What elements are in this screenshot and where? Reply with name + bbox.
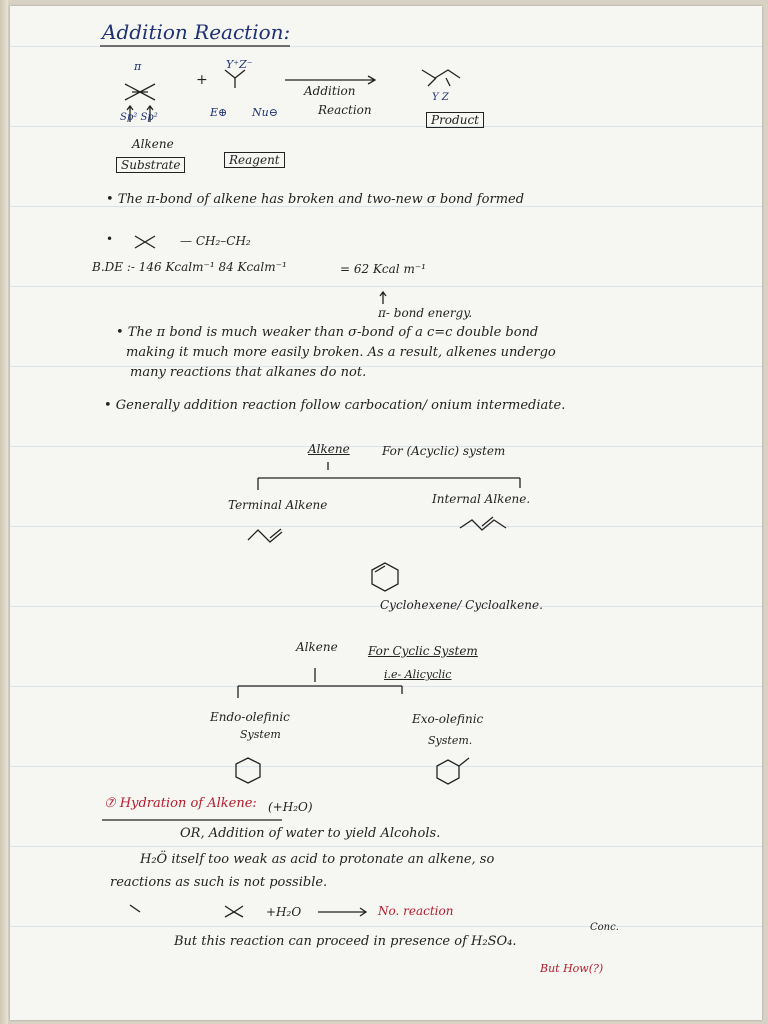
cyclohexene: [372, 563, 398, 591]
cyclic-system-label: For Cyclic System: [368, 644, 478, 658]
nucleophile-label: Nu⊖: [252, 106, 278, 119]
bde-line: B.DE :- 146 Kcalm⁻¹ 84 Kcalm⁻¹: [92, 260, 287, 274]
pi-energy-value: = 62 Kcal m⁻¹: [340, 262, 426, 276]
acyclic-alkene-label: Alkene: [308, 442, 350, 456]
product-structure: [422, 70, 460, 86]
cyclohexene-label: Cyclohexene/ Cycloalkene.: [380, 598, 543, 612]
alicyclic-label: i.e- Alicyclic: [384, 668, 452, 681]
reagent-box: Reagent: [224, 152, 285, 168]
endo-olefinic-label: Endo-olefinic: [210, 710, 290, 724]
addition-reaction-label: Addition: [304, 84, 356, 98]
reagent-structure: [225, 70, 245, 88]
page-title: Addition Reaction:: [102, 20, 291, 44]
product-yz: Y Z: [432, 92, 449, 103]
reaction-label: Reaction: [318, 103, 372, 117]
alkene-label: Alkene: [132, 137, 174, 151]
exo-system-label: System.: [428, 734, 473, 747]
hydration-line-3: reactions as such is not possible.: [110, 875, 328, 890]
hydration-heading: ⑦ Hydration of Alkene:: [104, 796, 257, 811]
note-line-3: many reactions that alkanes do not.: [130, 365, 367, 380]
reaction-arrow: [285, 76, 375, 84]
reagent-yz: Y⁺Z⁻: [226, 58, 253, 71]
pi-bond-energy-label: π- bond energy.: [378, 306, 473, 320]
but-how-note: But How(?): [540, 962, 604, 975]
pi-label: π: [134, 60, 142, 73]
substrate-box: Substrate: [116, 157, 185, 173]
plus-sign: +: [196, 72, 208, 88]
hydration-line-4: But this reaction can proceed in presence of H₂SO₄.: [174, 934, 517, 949]
h2o-parenthetical: (+H₂O): [268, 800, 313, 814]
endo-system-label: System: [240, 728, 281, 741]
conc-label: Conc.: [590, 922, 619, 933]
internal-alkene-label: Internal Alkene.: [432, 492, 531, 506]
note-line-1: • The π bond is much weaker than σ-bond of a c=c double bond: [116, 325, 539, 340]
alkene-structure: [125, 84, 155, 100]
note-line-2: making it much more easily broken. As a result, alkenes undergo: [126, 345, 556, 360]
electrophile-label: E⊕: [210, 106, 228, 119]
exo-olefinic-label: Exo-olefinic: [412, 712, 484, 726]
ch2-ch2-label: — CH₂–CH₂: [180, 234, 251, 248]
hydration-line-1: OR, Addition of water to yield Alcohols.: [180, 826, 441, 841]
product-box: Product: [426, 112, 484, 128]
terminal-alkene-label: Terminal Alkene: [228, 498, 328, 512]
hydration-line-2: H₂Ö itself too weak as acid to protonate an alkene, so: [140, 852, 495, 867]
note-line-4: • Generally addition reaction follow carbocation/ onium intermediate.: [104, 398, 566, 413]
bullet-dot: •: [106, 232, 114, 246]
cyclic-alkene-label: Alkene: [296, 640, 338, 654]
note-pi-bond: • The π-bond of alkene has broken and two-new σ bond formed: [106, 192, 525, 207]
sp2-label: Sp² Sp²: [120, 112, 158, 123]
no-reaction-label: No. reaction: [378, 904, 454, 918]
acyclic-system-label: For (Acyclic) system: [382, 444, 506, 458]
plus-h2o: +H₂O: [266, 905, 302, 919]
